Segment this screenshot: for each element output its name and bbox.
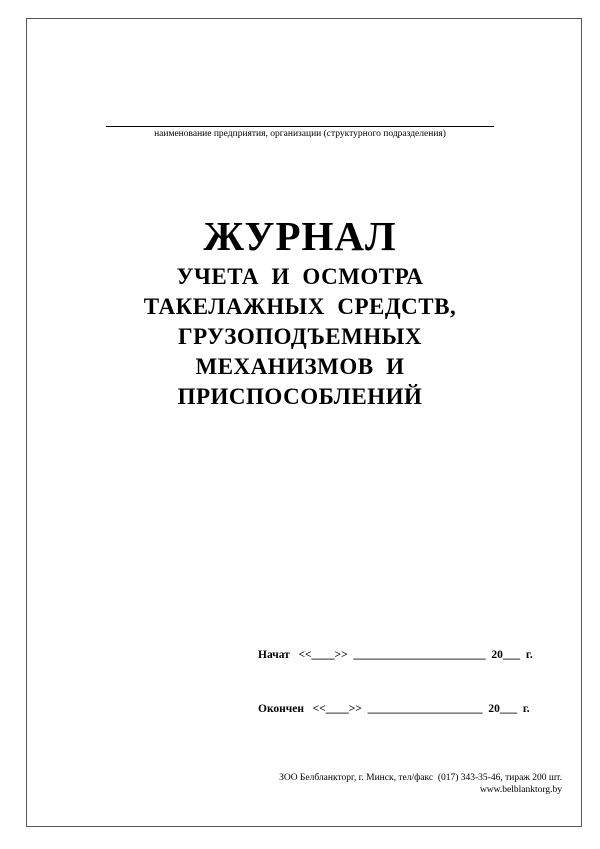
subtitle-line-2: ТАКЕЛАЖНЫХ СРЕДСТВ, [143, 294, 457, 319]
organization-caption: наименование предприятия, организации (структурного подразделения) [154, 129, 446, 139]
journal-subtitle [0, 262, 600, 412]
publisher-line-1: ЗОО Белбланкторг, г. Минск, тел/факс (017) 343-35-46, тираж 200 шт. [279, 773, 562, 783]
end-date-field: Окончен <<____>> ____________________ 20___ г. [258, 703, 530, 715]
journal-title: ЖУРНАЛ [203, 213, 397, 259]
subtitle-line-4: МЕХАНИЗМОВ И [195, 354, 405, 379]
publisher-info [279, 772, 562, 796]
subtitle-line-3: ГРУЗОПОДЪЕМНЫХ [178, 324, 422, 349]
publisher-website: www.belblanktorg.by [479, 785, 562, 795]
subtitle-line-1: УЧЕТА И ОСМОТРА [176, 264, 424, 289]
start-date-field: Начат <<____>> _______________________ 20___ г. [258, 649, 533, 661]
organization-name-line [106, 126, 494, 127]
subtitle-line-5: ПРИСПОСОБЛЕНИЙ [177, 384, 423, 409]
